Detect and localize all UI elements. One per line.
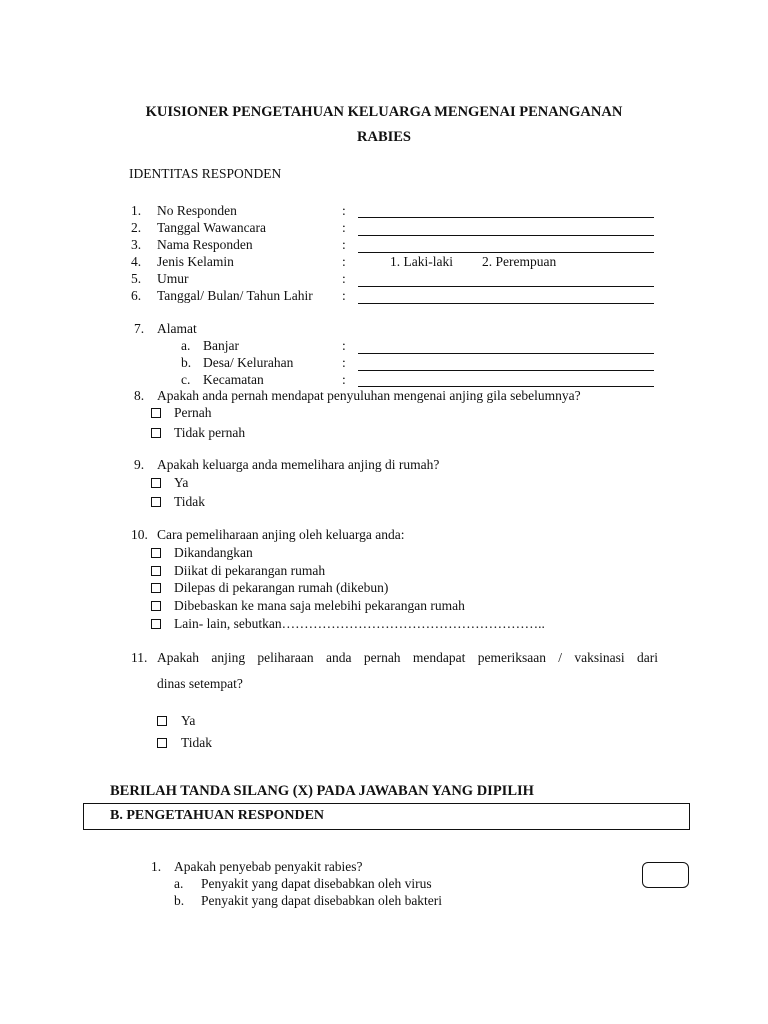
- address-colon: :: [342, 372, 346, 387]
- section-b-box: [83, 803, 690, 830]
- q9-tidak-checkbox[interactable]: [151, 497, 161, 507]
- identity-colon: :: [342, 203, 346, 218]
- address-letter: b.: [181, 355, 192, 370]
- q11-tidak-checkbox[interactable]: [157, 738, 167, 748]
- identity-label-no-responden: No Responden: [157, 203, 237, 218]
- address-letter: c.: [181, 372, 191, 387]
- q10-option-label: Dibebaskan ke mana saja melebihi pekarangan rumah: [174, 598, 465, 613]
- q8-tidak-pernah-checkbox[interactable]: [151, 428, 161, 438]
- q10-option4-checkbox[interactable]: [151, 601, 161, 611]
- address-letter: a.: [181, 338, 191, 353]
- kecamatan-field[interactable]: [358, 386, 654, 387]
- identity-heading: IDENTITAS RESPONDEN: [129, 166, 282, 181]
- desa-field[interactable]: [358, 370, 654, 371]
- identity-num: 4.: [131, 254, 142, 269]
- identity-num: 5.: [131, 271, 142, 286]
- identity-num: 3.: [131, 237, 142, 252]
- identity-label-nama-responden: Nama Responden: [157, 237, 253, 252]
- b1-option-text: Penyakit yang dapat disebabkan oleh bakteri: [201, 893, 443, 908]
- address-num: 7.: [134, 321, 145, 336]
- q9-ya-checkbox[interactable]: [151, 478, 161, 488]
- b1-option-text: Penyakit yang dapat disebabkan oleh virus: [201, 876, 432, 891]
- no-responden-field[interactable]: [358, 217, 654, 218]
- q10-option3-checkbox[interactable]: [151, 583, 161, 593]
- b1-num: 1.: [151, 859, 162, 874]
- tanggal-lahir-field[interactable]: [358, 303, 654, 304]
- q11-option-label: Ya: [181, 713, 196, 728]
- b1-option-letter: b.: [174, 893, 185, 908]
- b1-option-letter: a.: [174, 876, 184, 891]
- address-colon: :: [342, 355, 346, 370]
- q9-option-label: Tidak: [174, 494, 206, 509]
- identity-label-umur: Umur: [157, 271, 189, 286]
- q8-option-label: Pernah: [174, 405, 212, 420]
- address-banjar-label: Banjar: [203, 338, 239, 353]
- q11-num: 11.: [131, 650, 148, 665]
- q10-num: 10.: [131, 527, 148, 542]
- banjar-field[interactable]: [358, 353, 654, 354]
- q8-num: 8.: [134, 388, 145, 403]
- gender-option-male[interactable]: 1. Laki-laki: [390, 254, 453, 269]
- q10-option2-checkbox[interactable]: [151, 566, 161, 576]
- identity-label-tanggal-wawancara: Tanggal Wawancara: [157, 220, 267, 235]
- identity-colon: :: [342, 271, 346, 286]
- q8-pernah-checkbox[interactable]: [151, 408, 161, 418]
- q11-ya-checkbox[interactable]: [157, 716, 167, 726]
- address-label: Alamat: [157, 321, 197, 336]
- b1-answer-box[interactable]: [642, 862, 689, 888]
- q9-option-label: Ya: [174, 475, 189, 490]
- identity-colon: :: [342, 254, 346, 269]
- q10-option-label: Diikat di pekarangan rumah: [174, 563, 326, 578]
- q10-option-label: Dikandangkan: [174, 545, 253, 560]
- q8-text: Apakah anda pernah mendapat penyuluhan mengenai anjing gila sebelumnya?: [157, 388, 581, 403]
- form-title-line1: KUISIONER PENGETAHUAN KELUARGA MENGENAI PENANGANAN: [145, 104, 623, 120]
- q8-option-label: Tidak pernah: [174, 425, 246, 440]
- gender-option-female[interactable]: 2. Perempuan: [482, 254, 557, 269]
- umur-field[interactable]: [358, 286, 654, 287]
- identity-num: 1.: [131, 203, 142, 218]
- q11-text-line2: dinas setempat?: [157, 676, 243, 691]
- nama-responden-field[interactable]: [358, 252, 654, 253]
- q10-option1-checkbox[interactable]: [151, 548, 161, 558]
- tanggal-wawancara-field[interactable]: [358, 235, 654, 236]
- q9-text: Apakah keluarga anda memelihara anjing di rumah?: [157, 457, 440, 472]
- identity-num: 6.: [131, 288, 142, 303]
- section-b-title: B. PENGETAHUAN RESPONDEN: [110, 808, 325, 823]
- form-title-line2: RABIES: [357, 129, 411, 145]
- identity-colon: :: [342, 237, 346, 252]
- b1-text: Apakah penyebab penyakit rabies?: [174, 859, 363, 874]
- instruction-text: BERILAH TANDA SILANG (X) PADA JAWABAN YANG DIPILIH: [110, 783, 534, 799]
- identity-num: 2.: [131, 220, 142, 235]
- identity-colon: :: [342, 220, 346, 235]
- q11-text-line1: Apakah anjing peliharaan anda pernah mendapat pemeriksaan / vaksinasi dari: [157, 650, 658, 665]
- address-colon: :: [342, 338, 346, 353]
- identity-label-jenis-kelamin: Jenis Kelamin: [157, 254, 234, 269]
- address-kecamatan-label: Kecamatan: [203, 372, 264, 387]
- q10-text: Cara pemeliharaan anjing oleh keluarga anda:: [157, 527, 405, 542]
- q10-option-label: Dilepas di pekarangan rumah (dikebun): [174, 580, 389, 595]
- q10-option-label: Lain- lain, sebutkan…………………………………………………..: [174, 616, 545, 631]
- address-desa-label: Desa/ Kelurahan: [203, 355, 294, 370]
- q11-option-label: Tidak: [181, 735, 213, 750]
- identity-colon: :: [342, 288, 346, 303]
- identity-label-tanggal-lahir: Tanggal/ Bulan/ Tahun Lahir: [157, 288, 313, 303]
- q9-num: 9.: [134, 457, 145, 472]
- q10-option5-checkbox[interactable]: [151, 619, 161, 629]
